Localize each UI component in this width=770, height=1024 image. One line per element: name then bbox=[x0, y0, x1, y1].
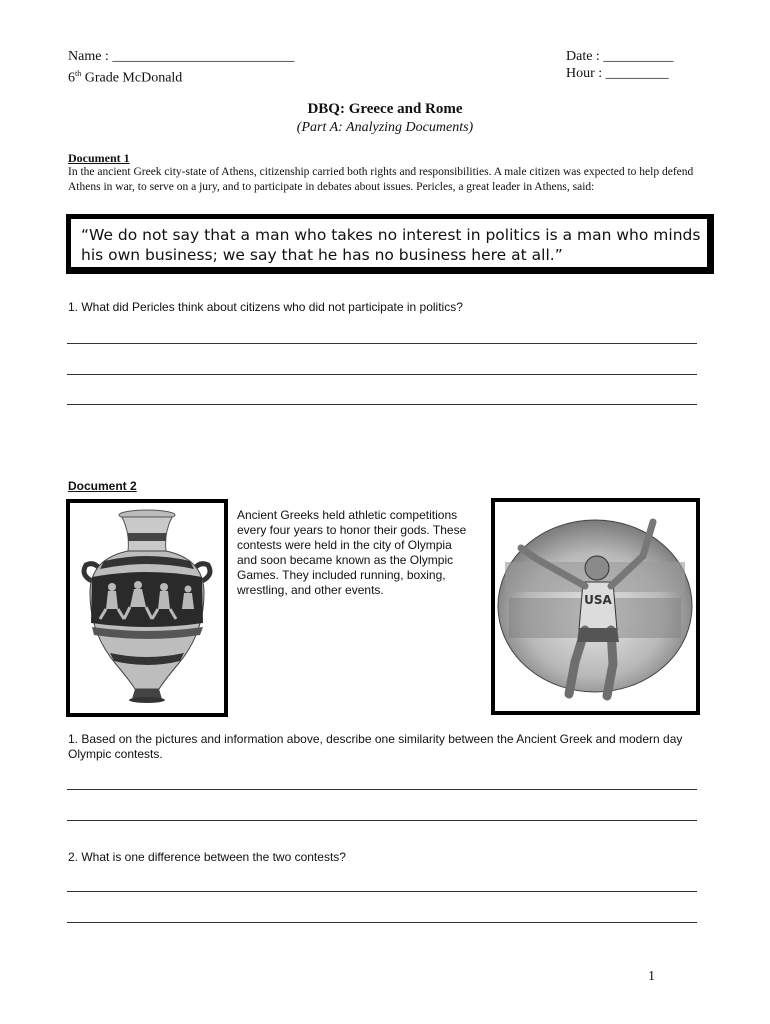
grade-number: 6 bbox=[68, 70, 75, 86]
quote-box bbox=[66, 214, 714, 274]
page-subtitle: (Part A: Analyzing Documents) bbox=[296, 120, 474, 135]
document-1-label: Document 1 bbox=[68, 151, 130, 165]
answer-line bbox=[67, 343, 697, 344]
grade-suffix: th bbox=[75, 69, 82, 78]
page-title: DBQ: Greece and Rome bbox=[307, 101, 463, 117]
quote-box-inner bbox=[69, 217, 709, 269]
answer-line bbox=[67, 922, 697, 923]
date-field-label: Date : __________ bbox=[566, 49, 674, 64]
question-1: 1. What did Pericles think about citizens who did not participate in politics? bbox=[68, 300, 463, 314]
answer-line bbox=[67, 404, 697, 405]
pericles-quote: “We do not say that a man who takes no interest in politics is a man who minds his own business; we say that he has no business here at all.” bbox=[81, 226, 701, 264]
grade-text: Grade McDonald bbox=[81, 70, 183, 86]
question-2-2: 2. What is one difference between the two contests? bbox=[68, 850, 346, 864]
answer-line bbox=[67, 374, 697, 375]
answer-line bbox=[67, 789, 697, 790]
greek-vase-image bbox=[66, 499, 228, 717]
modern-athlete-image bbox=[491, 498, 700, 715]
answer-line bbox=[67, 820, 697, 821]
document-1-text: In the ancient Greek city-state of Athens, citizenship carried both rights and responsibilities. A male citizen was expected to help defend Athens in war, to serve on a jury, and to participate in debates about issues. Pericles, a great leader in Athens, said: bbox=[68, 166, 694, 193]
document-2-description: Ancient Greeks held athletic competitions every four years to honor their gods. These contests were held in the city of Olympia and soon became known as the Olympic Games. They included running, boxing, wrestling, and other events. bbox=[237, 508, 467, 597]
class-label bbox=[68, 65, 182, 87]
document-2-label: Document 2 bbox=[68, 479, 137, 493]
question-2-1: 1. Based on the pictures and information above, describe one similarity between the Ancient Greek and modern day Olympic contests. bbox=[68, 732, 683, 761]
name-field-label: Name : __________________________ bbox=[68, 49, 295, 64]
athlete-icon bbox=[495, 502, 696, 711]
greek-vase-icon bbox=[70, 503, 224, 713]
page-number: 1 bbox=[648, 969, 655, 984]
answer-line bbox=[67, 891, 697, 892]
hour-field-label: Hour : _________ bbox=[566, 66, 669, 81]
jersey-text: USA bbox=[584, 593, 612, 607]
